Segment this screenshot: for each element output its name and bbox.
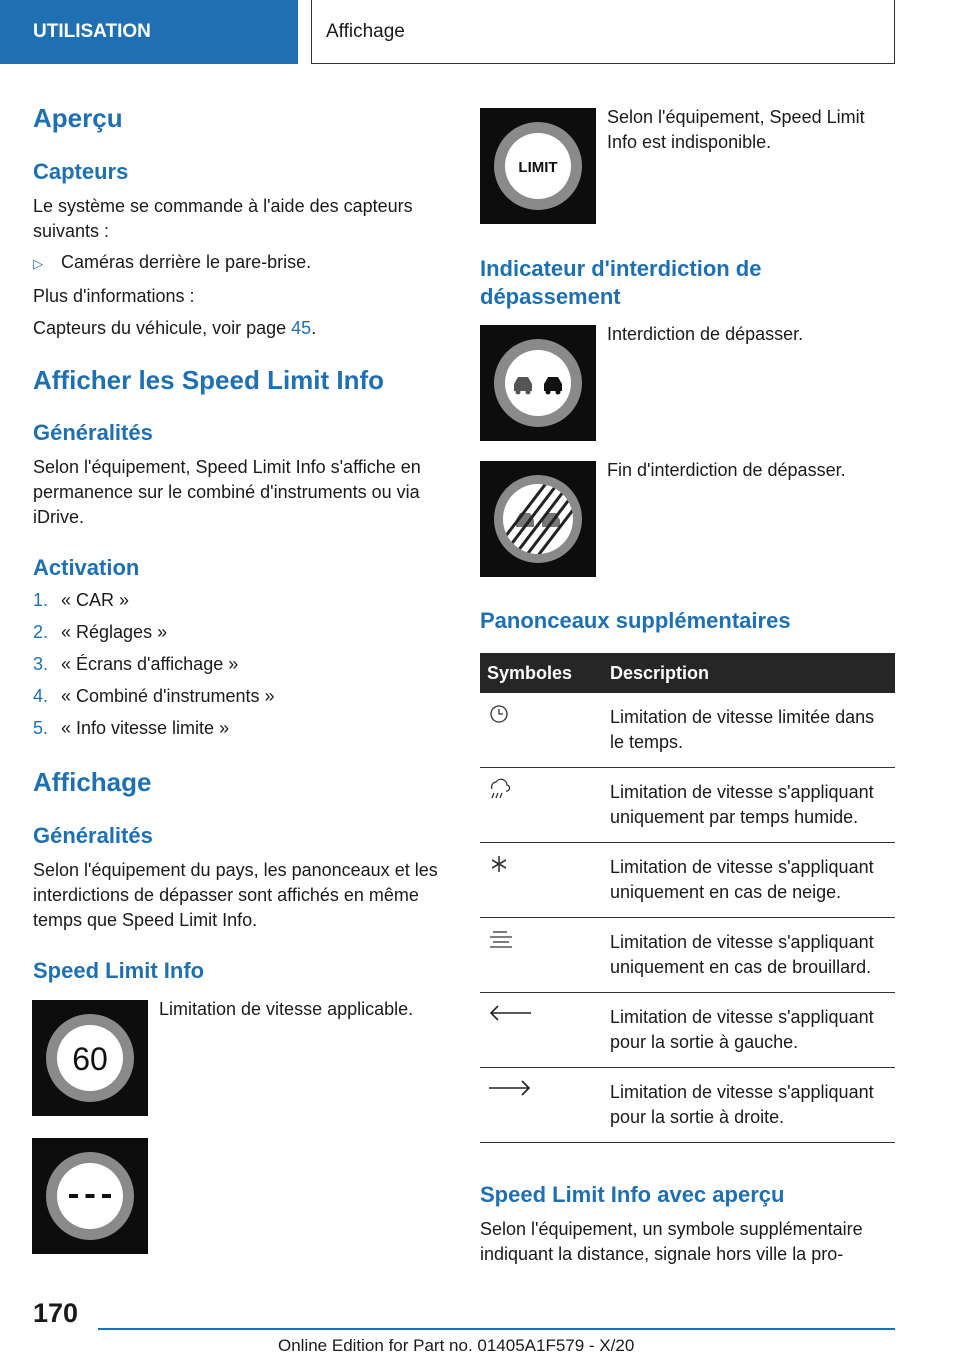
table-header-description: Description	[603, 653, 895, 693]
symbols-table	[480, 653, 895, 1143]
speed-limit-unknown-sign	[32, 1138, 148, 1254]
symbol-cell	[480, 693, 603, 768]
heading-afficher-speed-limit: Afficher les Speed Limit Info	[33, 365, 385, 395]
no-passing-caption: Interdiction de dépasser.	[607, 324, 804, 344]
table-row	[480, 1068, 895, 1143]
heading-interdiction-depassement: Indicateur d'interdiction de dépassement	[480, 256, 762, 309]
bullet-triangle-icon: ▷	[33, 256, 43, 271]
step-item	[33, 718, 275, 750]
arrow-left-icon	[487, 1003, 533, 1023]
apercu-text: Selon l'équipement, un symbole supplémentaire indiquant la distance, signale hors ville la pro-	[480, 1219, 863, 1264]
limit-caption: Selon l'équipement, Speed Limit Info est indisponible.	[607, 107, 865, 152]
chapter-tab[interactable]: UTILISATION	[0, 0, 298, 64]
symbol-cell	[480, 918, 603, 993]
description-cell: Limitation de vitesse s'appliquant uniquement en cas de brouillard.	[603, 918, 895, 993]
description-cell: Limitation de vitesse s'appliquant uniquement par temps humide.	[603, 768, 895, 843]
description-cell: Limitation de vitesse s'appliquant pour la sortie à droite.	[603, 1068, 895, 1143]
fog-icon	[487, 928, 515, 950]
step-number: 4.	[33, 686, 49, 706]
limit-sign-text: LIMIT	[518, 159, 558, 176]
table-row	[480, 843, 895, 918]
limit-sign-icon	[488, 116, 588, 216]
rain-icon	[487, 778, 511, 800]
table-row	[480, 918, 895, 993]
heading-apercu: Aperçu	[33, 103, 123, 133]
step-item	[33, 590, 275, 622]
end-no-passing-icon	[488, 469, 588, 569]
bullet-text: Caméras derrière le pare-brise.	[61, 252, 312, 272]
speed-limit-60-sign	[32, 1000, 148, 1116]
footer-divider	[98, 1328, 895, 1330]
heading-activation: Activation	[33, 555, 140, 580]
step-text: « CAR »	[61, 590, 130, 610]
page-number: 170	[33, 1298, 79, 1328]
step-text: « Écrans d'affichage »	[61, 654, 239, 674]
limit-unavailable-sign	[480, 108, 596, 224]
heading-speed-limit-info: Speed Limit Info	[33, 958, 205, 983]
end-no-passing-sign	[480, 461, 596, 577]
page-link-45[interactable]: 45	[291, 318, 312, 338]
step-text: « Info vitesse limite »	[61, 718, 230, 738]
edition-text: Online Edition for Part no. 01405A1F579 - X/20	[278, 1336, 635, 1355]
symbol-cell	[480, 993, 603, 1068]
end-no-passing-caption: Fin d'interdiction de dépasser.	[607, 460, 846, 480]
no-passing-icon	[488, 333, 588, 433]
table-row	[480, 768, 895, 843]
capteurs-bullet-item	[33, 252, 311, 273]
description-cell: Limitation de vitesse s'appliquant pour la sortie à gauche.	[603, 993, 895, 1068]
speed-sign-dashes-icon	[40, 1146, 140, 1246]
heading-panonceaux: Panonceaux supplémentaires	[480, 608, 791, 633]
heading-speed-limit-apercu: Speed Limit Info avec aperçu	[480, 1182, 785, 1207]
heading-affichage: Affichage	[33, 767, 152, 797]
symbol-cell	[480, 1068, 603, 1143]
section-title: Affichage	[311, 0, 895, 64]
step-item	[33, 654, 275, 686]
sign-60-value: 60	[72, 1041, 108, 1077]
step-item	[33, 622, 275, 654]
heading-capteurs: Capteurs	[33, 159, 129, 184]
step-number: 5.	[33, 718, 49, 738]
snowflake-icon	[487, 853, 511, 875]
arrow-right-icon	[487, 1078, 533, 1098]
generalites-2-text: Selon l'équipement du pays, les panonceaux et les interdictions de dépasser sont affichés en même temps que Speed Limit Info.	[33, 860, 438, 930]
step-item	[33, 686, 275, 718]
heading-generalites-1: Généralités	[33, 420, 153, 445]
symbol-cell	[480, 843, 603, 918]
table-header-symbols: Symboles	[480, 653, 603, 693]
step-text: « Combiné d'instruments »	[61, 686, 275, 706]
description-cell: Limitation de vitesse s'appliquant uniquement en cas de neige.	[603, 843, 895, 918]
step-number: 2.	[33, 622, 49, 642]
generalites-1-text: Selon l'équipement, Speed Limit Info s'affiche en permanence sur le combiné d'instruments ou via iDrive.	[33, 457, 421, 527]
table-header-row	[480, 653, 895, 693]
step-number: 1.	[33, 590, 49, 610]
step-number: 3.	[33, 654, 49, 674]
description-cell: Limitation de vitesse limitée dans le temps.	[603, 693, 895, 768]
speed-limit-caption: Limitation de vitesse applicable.	[159, 999, 414, 1019]
capteurs-reference: Capteurs du véhicule, voir page 45.	[33, 318, 317, 338]
heading-generalites-2: Généralités	[33, 823, 153, 848]
table-row	[480, 993, 895, 1068]
activation-steps	[33, 590, 275, 750]
clock-icon	[487, 703, 511, 725]
speed-sign-60-icon	[40, 1008, 140, 1108]
symbol-cell	[480, 768, 603, 843]
table-row	[480, 693, 895, 768]
capteurs-text: Le système se commande à l'aide des capteurs suivants :	[33, 196, 413, 241]
reference-text: Capteurs du véhicule, voir page	[33, 318, 292, 338]
no-passing-sign	[480, 325, 596, 441]
step-text: « Réglages »	[61, 622, 168, 642]
more-info-text: Plus d'informations :	[33, 286, 195, 306]
